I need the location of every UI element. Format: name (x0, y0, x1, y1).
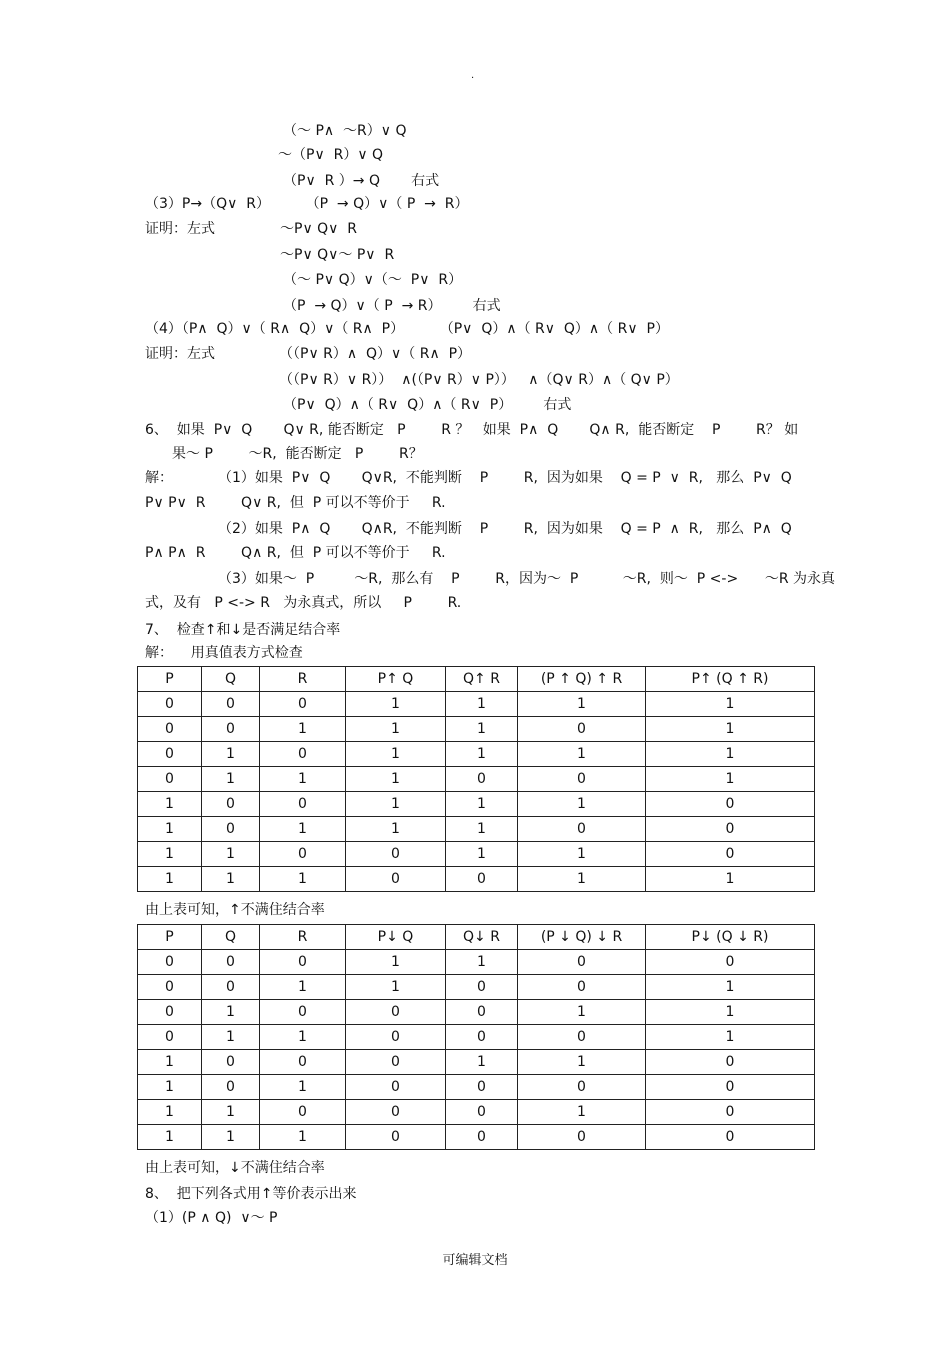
column-header: P (138, 667, 202, 692)
table-cell: 1 (202, 1025, 260, 1050)
table-cell: 1 (646, 742, 815, 767)
column-header: P↓ (Q ↓ R) (646, 925, 815, 950)
table-cell: 1 (202, 742, 260, 767)
table-cell: 0 (646, 1125, 815, 1150)
text-line: 6、 如果 P∨ Q Q∨ R, 能否断定 P R ？ 如果 P∧ Q Q∧ R, 能否断定 P R？ 如 (145, 422, 799, 438)
text-line: 7、 检查↑和↓是否满足结合率 (145, 622, 341, 638)
table-cell: 1 (260, 975, 346, 1000)
table-header-row (138, 925, 815, 950)
table-cell: 1 (346, 767, 446, 792)
text-line: 解： 用真值表方式检查 (145, 645, 303, 661)
table-cell: 0 (202, 817, 260, 842)
table-row (138, 1025, 815, 1050)
table-cell: 0 (646, 1050, 815, 1075)
table-cell: 1 (260, 867, 346, 892)
table-cell: 1 (646, 692, 815, 717)
table-cell: 1 (346, 792, 446, 817)
table-cell: 0 (202, 950, 260, 975)
table-cell: 1 (260, 1125, 346, 1150)
table-cell: 1 (518, 1000, 646, 1025)
table-cell: 1 (646, 975, 815, 1000)
table-cell: 1 (646, 867, 815, 892)
table-cell: 0 (138, 692, 202, 717)
table-cell: 1 (518, 867, 646, 892)
table-row (138, 842, 815, 867)
table-cell: 1 (138, 1075, 202, 1100)
text-line: ～P∨ Q∨～ P∨ R (280, 247, 395, 263)
table-cell: 1 (202, 867, 260, 892)
table-cell: 0 (138, 767, 202, 792)
text-line: 解： (145, 470, 173, 486)
table-cell: 0 (138, 950, 202, 975)
table-cell: 0 (646, 817, 815, 842)
table-cell: 0 (646, 1075, 815, 1100)
table-row (138, 792, 815, 817)
table-cell: 1 (446, 1050, 518, 1075)
table-cell: 0 (518, 950, 646, 975)
table-cell: 1 (260, 717, 346, 742)
column-header: (P ↓ Q) ↓ R (518, 925, 646, 950)
text-line: （～ P∨ Q）∨（～ P∨ R） (283, 272, 463, 288)
table-cell: 1 (260, 1025, 346, 1050)
table-cell: 1 (446, 817, 518, 842)
column-header: R (260, 667, 346, 692)
text-line: P∨ P∨ R Q∨ R, 但 P 可以不等价于 R. (145, 495, 446, 511)
text-line: 由上表可知，↓不满住结合率 (145, 1160, 325, 1176)
table-row (138, 950, 815, 975)
table-cell: 0 (646, 792, 815, 817)
table-cell: 0 (346, 1075, 446, 1100)
table-cell: 1 (346, 692, 446, 717)
table-cell: 0 (346, 867, 446, 892)
text-line: （P → Q）∨（ P → R） 右式 (283, 298, 501, 314)
column-header: P↓ Q (346, 925, 446, 950)
table-header-row (138, 667, 815, 692)
table-cell: 1 (518, 742, 646, 767)
table-cell: 0 (202, 792, 260, 817)
table-cell: 0 (346, 1000, 446, 1025)
table-cell: 0 (646, 950, 815, 975)
table-cell: 0 (202, 1075, 260, 1100)
table-cell: 0 (446, 1000, 518, 1025)
header-mark: . (471, 70, 475, 81)
table-cell: 0 (446, 867, 518, 892)
text-line: （4）（P∧ Q）∨（ R∧ Q）∨（ R∧ P） （P∨ Q）∧（ R∨ Q）∧（ R∨ P） (145, 321, 669, 337)
table-cell: 1 (518, 692, 646, 717)
table-row (138, 742, 815, 767)
table-cell: 1 (138, 1125, 202, 1150)
text-line: 由上表可知，↑不满住结合率 (145, 902, 325, 918)
table-cell: 0 (646, 842, 815, 867)
table-cell: 1 (138, 1050, 202, 1075)
table-cell: 0 (518, 1025, 646, 1050)
column-header: Q↓ R (446, 925, 518, 950)
table-row (138, 1000, 815, 1025)
table-cell: 0 (202, 692, 260, 717)
table-cell: 1 (446, 842, 518, 867)
table-cell: 1 (138, 867, 202, 892)
table-cell: 1 (518, 792, 646, 817)
table-cell: 0 (202, 975, 260, 1000)
table-row (138, 867, 815, 892)
column-header: R (260, 925, 346, 950)
table-cell: 0 (260, 1100, 346, 1125)
text-line: 证明：左式 (145, 346, 215, 362)
table-cell: 1 (346, 817, 446, 842)
table-cell: 1 (446, 950, 518, 975)
table-cell: 1 (202, 1125, 260, 1150)
truth-table-down (137, 924, 815, 1150)
table-cell: 0 (518, 717, 646, 742)
table-cell: 1 (260, 767, 346, 792)
table-cell: 1 (518, 1050, 646, 1075)
table-cell: 1 (446, 742, 518, 767)
table-cell: 1 (646, 767, 815, 792)
table-cell: 1 (646, 717, 815, 742)
column-header: P↑ Q (346, 667, 446, 692)
text-line: 证明：左式 (145, 221, 215, 237)
table-cell: 0 (346, 1025, 446, 1050)
table-cell: 0 (518, 817, 646, 842)
table-cell: 1 (446, 717, 518, 742)
text-line: 式，及有 P <-> R 为永真式，所以 P R. (145, 595, 462, 611)
table-cell: 0 (346, 1100, 446, 1125)
table-cell: 0 (346, 842, 446, 867)
table-cell: 1 (202, 1000, 260, 1025)
table-cell: 1 (446, 792, 518, 817)
table-cell: 0 (260, 792, 346, 817)
table-cell: 1 (202, 842, 260, 867)
table-cell: 0 (260, 950, 346, 975)
table-cell: 1 (202, 767, 260, 792)
table-cell: 0 (646, 1100, 815, 1125)
table-cell: 0 (260, 1050, 346, 1075)
table-cell: 1 (202, 1100, 260, 1125)
table-cell: 1 (138, 792, 202, 817)
text-line: （P∨ R ）→ Q 右式 (283, 173, 440, 189)
table-cell: 0 (138, 717, 202, 742)
table-cell: 0 (446, 975, 518, 1000)
text-line: （（P∨ R）∨ R）） ∧(（P∨ R）∨ P）） ∧（Q∨ R）∧（ Q∨ P） (279, 372, 679, 388)
column-header: P (138, 925, 202, 950)
table-cell: 1 (346, 742, 446, 767)
table-row (138, 975, 815, 1000)
table-cell: 1 (138, 1100, 202, 1125)
column-header: Q↑ R (446, 667, 518, 692)
column-header: P↑ (Q ↑ R) (646, 667, 815, 692)
table-cell: 0 (260, 1000, 346, 1025)
text-line: P∧ P∧ R Q∧ R, 但 P 可以不等价于 R. (145, 545, 446, 561)
text-line: 果～ P ～R, 能否断定 P R？ (172, 446, 423, 462)
table-row (138, 1075, 815, 1100)
table-cell: 0 (346, 1125, 446, 1150)
table-cell: 0 (446, 1100, 518, 1125)
table-row (138, 817, 815, 842)
truth-table-up (137, 666, 815, 892)
table-cell: 1 (260, 1075, 346, 1100)
table-cell: 0 (260, 692, 346, 717)
table-row (138, 1050, 815, 1075)
table-cell: 1 (346, 950, 446, 975)
column-header: Q (202, 667, 260, 692)
text-line: 8、 把下列各式用↑等价表示出来 (145, 1186, 357, 1202)
table-cell: 1 (518, 1100, 646, 1125)
text-line: （3）如果～ P ～R, 那么有 P R，因为～ P ～R, 则～ P <-> ～R 为永真 (218, 571, 836, 587)
table-cell: 0 (518, 767, 646, 792)
text-line: （1）如果 P∨ Q Q∨R, 不能判断 P R, 因为如果 Q = P ∨ R, 那么 P∨ Q (218, 470, 792, 486)
table-cell: 0 (446, 1075, 518, 1100)
table-row (138, 692, 815, 717)
text-line: （1）(P ∧ Q) ∨～ P (145, 1210, 278, 1226)
table-cell: 0 (346, 1050, 446, 1075)
text-line: ～（P∨ R）∨ Q (278, 147, 384, 163)
table-cell: 0 (138, 1025, 202, 1050)
table-cell: 1 (138, 817, 202, 842)
table-cell: 1 (446, 692, 518, 717)
table-cell: 1 (646, 1000, 815, 1025)
table-row (138, 1125, 815, 1150)
column-header: (P ↑ Q) ↑ R (518, 667, 646, 692)
table-cell: 1 (646, 1025, 815, 1050)
table-cell: 0 (446, 1125, 518, 1150)
table-cell: 1 (260, 817, 346, 842)
text-line: （～ P∧ ～R）∨ Q (283, 123, 407, 139)
text-line: ～P∨ Q∨ R (280, 221, 358, 237)
table-cell: 0 (518, 1075, 646, 1100)
table-cell: 0 (518, 1125, 646, 1150)
table-cell: 1 (346, 975, 446, 1000)
table-cell: 0 (518, 975, 646, 1000)
table-cell: 0 (260, 842, 346, 867)
footer-label: 可编辑文档 (442, 1253, 508, 1268)
table-cell: 0 (446, 1025, 518, 1050)
table-cell: 0 (202, 717, 260, 742)
table-cell: 0 (138, 1000, 202, 1025)
text-line: （P∨ Q）∧（ R∨ Q）∧（ R∨ P） 右式 (283, 397, 572, 413)
table-row (138, 767, 815, 792)
text-line: （3）P→（Q∨ R） （P → Q）∨（ P → R） (145, 196, 469, 212)
table-cell: 1 (346, 717, 446, 742)
table-cell: 0 (138, 742, 202, 767)
text-line: （（P∨ R）∧ Q）∨（ R∧ P） (279, 346, 472, 362)
table-cell: 0 (446, 767, 518, 792)
table-row (138, 1100, 815, 1125)
column-header: Q (202, 925, 260, 950)
table-cell: 0 (202, 1050, 260, 1075)
table-cell: 1 (518, 842, 646, 867)
table-cell: 0 (260, 742, 346, 767)
table-cell: 0 (138, 975, 202, 1000)
table-row (138, 717, 815, 742)
table-cell: 1 (138, 842, 202, 867)
text-line: （2）如果 P∧ Q Q∧R, 不能判断 P R, 因为如果 Q = P ∧ R, 那么 P∧ Q (218, 521, 792, 537)
